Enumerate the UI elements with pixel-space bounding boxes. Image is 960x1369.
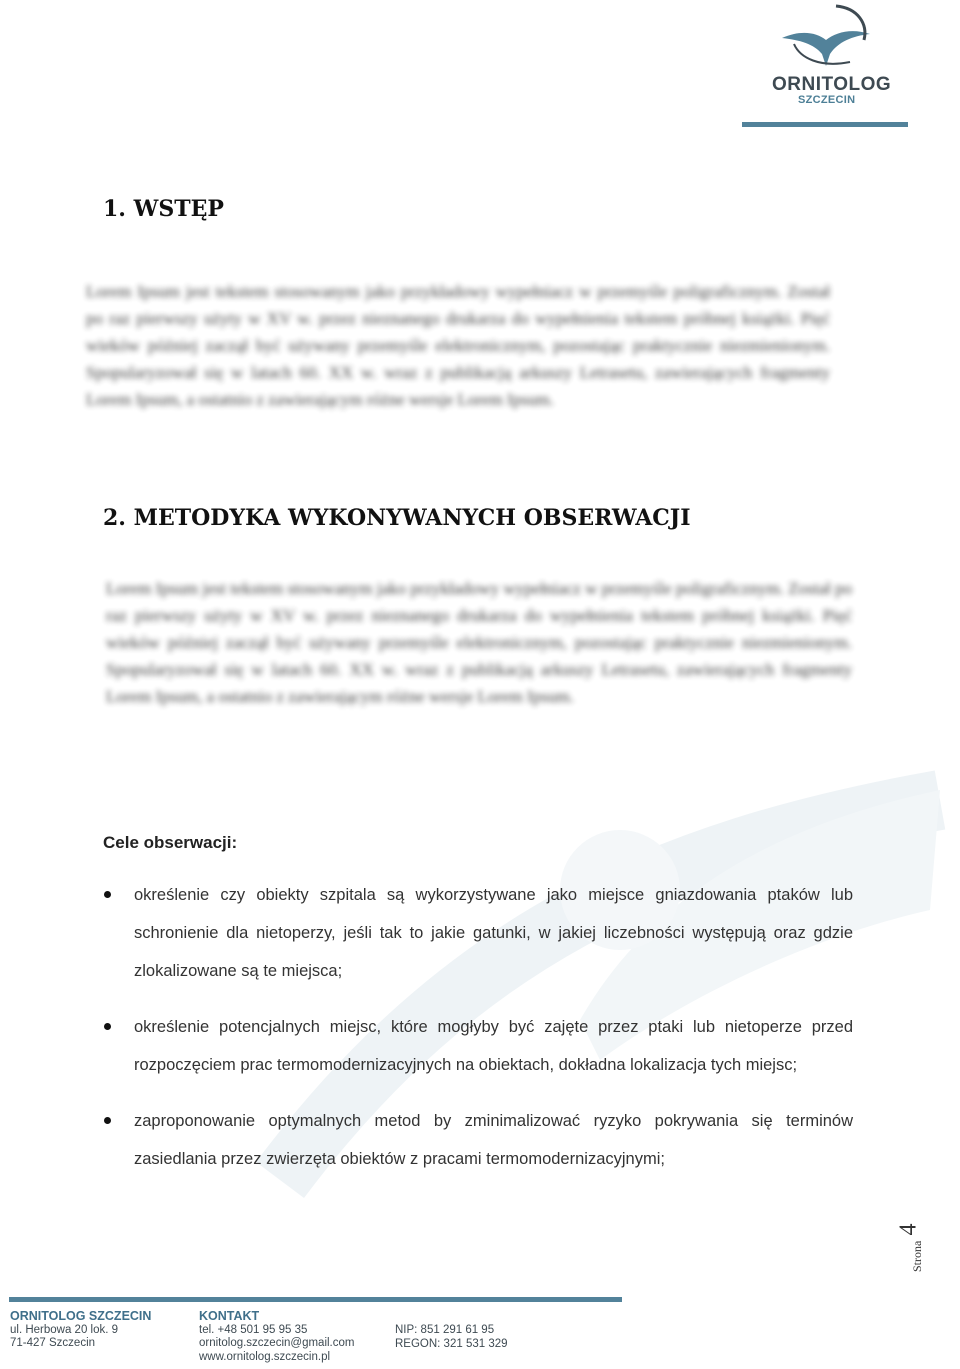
list-item-text: zaproponowanie optymalnych metod by zminimalizować ryzyko pokrywania się terminów zasiedlania przez zwierzęta obiektów z pracami termomodernizacyjnymi; <box>134 1112 853 1168</box>
blurred-paragraph-1: Lorem Ipsum jest tekstem stosowanym jako przykładowy wypełniacz w przemyśle poligraficznym. Został po raz pierwszy użyty w XV w. przez nieznanego drukarza do wypełnienia tekstem próbnej książki. Pięć wieków później zaczął być używany przemyśle elektronicznym, pozostając praktycznie niezmienionym. Spopularyzował się w latach 60. XX w. wraz z publikacją arkuszy Letrasetu, zawierających fragmenty Lorem Ipsum, a ostatnio z zawierającym różne wersje Lorem Ipsum. <box>86 282 830 409</box>
footer-phone: tel. +48 501 95 95 35 <box>199 1323 308 1336</box>
footer-contact-title: KONTAKT <box>199 1309 260 1323</box>
footer-address-line-1: ul. Herbowa 20 lok. 9 <box>10 1323 119 1336</box>
list-item <box>103 1102 853 1178</box>
footer-ids <box>395 1324 508 1351</box>
footer-divider <box>9 1297 622 1302</box>
logo-underline <box>742 122 908 127</box>
footer-email[interactable]: ornitolog.szczecin@gmail.com <box>199 1337 355 1349</box>
bullet-icon <box>104 1117 111 1124</box>
list-item <box>103 876 853 990</box>
blurred-paragraph-2: Lorem Ipsum jest tekstem stosowanym jako przykładowy wypełniacz w przemyśle poligraficznym. Został po raz pierwszy użyty w XV w. przez nieznanego drukarza do wypełnienia tekstem próbnej książki. Pięć wieków później zaczął być używany przemyśle elektronicznym, pozostając praktycznie niezmienionym. Spopularyzował się w latach 60. XX w. wraz z publikacją arkuszy Letrasetu, zawierających fragmenty Lorem Ipsum, a ostatnio z zawierającym różne wersje Lorem Ipsum. <box>106 579 852 706</box>
footer-company <box>10 1310 151 1351</box>
bullet-icon <box>104 1023 111 1030</box>
section-2-heading: 2. METODYKA WYKONYWANYCH OBSERWACJI <box>103 505 691 531</box>
section-1-heading: 1. WSTĘP <box>103 196 224 222</box>
logo-city: SZCZECIN <box>798 94 856 106</box>
footer-company-title: ORNITOLOG SZCZECIN <box>10 1309 152 1323</box>
list-item-text: określenie potencjalnych miejsc, które mogłyby być zajęte przez ptaki lub nietoperze przed rozpoczęciem prac termomodernizacyjnych na obiektach, dokładna lokalizacja tych miejsc; <box>134 1018 853 1074</box>
footer-website[interactable]: www.ornitolog.szczecin.pl <box>199 1350 331 1363</box>
footer-regon: REGON: 321 531 329 <box>395 1337 508 1350</box>
objectives-list <box>103 876 853 1196</box>
objectives-label: Cele obserwacji: <box>103 833 238 852</box>
footer-address-line-2: 71-427 Szczecin <box>10 1337 96 1349</box>
logo-brand-name: ORNITOLOG <box>772 74 892 95</box>
bird-logo-icon <box>780 4 872 70</box>
page-label: Strona <box>910 1240 924 1272</box>
list-item <box>103 1008 853 1084</box>
list-item-text: określenie czy obiekty szpitala są wykorzystywane jako miejsce gniazdowania ptaków lub schronienie dla nietoperzy, jeśli tak to jakie gatunki, w jakiej liczebności występują oraz gdzie zlokalizowane są te miejsca; <box>134 886 853 980</box>
footer-nip: NIP: 851 291 61 95 <box>395 1324 495 1336</box>
page-number <box>893 1218 933 1274</box>
bullet-icon <box>104 891 111 898</box>
page-number-value: 4 <box>895 1223 922 1236</box>
footer-contact <box>199 1310 354 1364</box>
company-logo <box>742 0 912 130</box>
